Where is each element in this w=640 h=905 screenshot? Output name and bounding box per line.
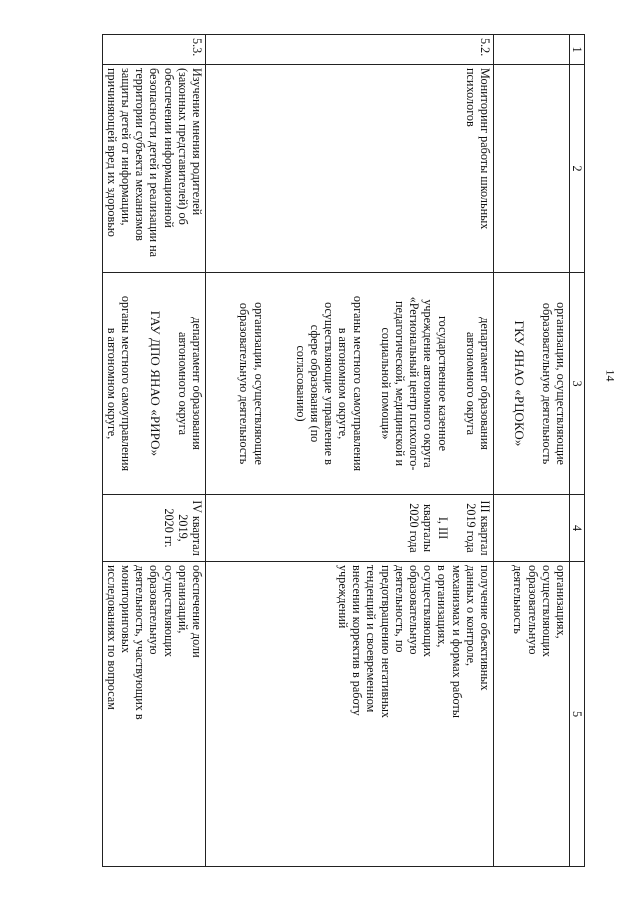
table-row: [103, 35, 206, 867]
result-line: исследованиях по вопросам: [104, 565, 119, 710]
row-executors: [494, 273, 570, 495]
result-line: в организациях,: [435, 565, 450, 648]
executor-line: органы местного самоуправления: [350, 295, 365, 472]
result-line: образовательную: [525, 565, 540, 655]
table-row: [206, 35, 494, 867]
result-line: обеспечение доли: [190, 565, 204, 658]
executor-line: департамент образования: [190, 317, 204, 450]
title-line: обеспечении информационной: [161, 68, 176, 228]
executor-line: ГКУ ЯНАО «РЦОКО»: [511, 320, 527, 447]
title-line: психологов: [463, 68, 478, 127]
executor-line: согласованию): [293, 345, 308, 422]
row-result: [103, 562, 206, 867]
header-row: [570, 35, 585, 867]
result-line: деятельность, по: [392, 565, 407, 653]
header-col-3: 3: [570, 273, 585, 495]
result-line: организациях,: [554, 565, 568, 639]
executor-line: автономного округа: [175, 331, 190, 436]
result-line: деятельность: [511, 565, 526, 634]
term-line: 2019 года: [463, 503, 478, 553]
term-line: IV квартал: [190, 500, 204, 556]
term-line: 2019,: [175, 514, 190, 542]
row-title: [206, 65, 494, 273]
title-line: причиняющей вред их здоровью: [104, 68, 119, 237]
row-number: 5.3.: [103, 35, 206, 65]
term-line: кварталы: [421, 503, 436, 553]
row-number: 5.2.: [206, 35, 494, 65]
executor-line: образовательную деятельность: [237, 302, 252, 465]
row-title: [103, 65, 206, 273]
result-line: осуществляющих: [161, 565, 176, 657]
result-line: внесении корректив в работу: [350, 565, 365, 716]
title-line: Изучение мнения родителей: [190, 68, 204, 216]
executor-line: учреждение автономного округа: [421, 299, 436, 468]
executor-line: образовательную деятельность: [539, 302, 554, 465]
title-line: (законных представителей) об: [175, 68, 190, 225]
row-executors: [103, 273, 206, 495]
row-result: [206, 562, 494, 867]
executor-line: «Региональный центр психолого-: [407, 296, 422, 471]
executor-line: педагогической, медицинской и: [392, 300, 407, 467]
executor-line: в автономном округе,: [105, 327, 120, 440]
plan-table: [102, 34, 585, 867]
result-line: деятельность, участвующих в: [133, 565, 148, 720]
row-executors: [206, 273, 494, 495]
title-line: безопасности детей и реализации на: [147, 68, 162, 258]
row-title: [494, 65, 570, 273]
title-line: Мониторинг работы школьных: [478, 68, 492, 230]
term-line: 2020 гг.: [161, 508, 176, 548]
row-result: [494, 562, 570, 867]
term-line: 2020 года: [407, 503, 422, 553]
executor-line: социальной помощи»: [378, 327, 393, 440]
title-line: территории субъекта механизмов: [133, 68, 148, 241]
executor-line: в автономном округе,: [336, 327, 351, 440]
executor-line: департамент образования: [478, 317, 492, 450]
header-col-4: 4: [570, 495, 585, 562]
executor-line: организации, осуществляющие: [554, 302, 568, 465]
header-col-5: 5: [570, 562, 585, 867]
result-line: образовательную: [406, 565, 421, 655]
executor-line: организации, осуществляющие: [251, 302, 266, 465]
result-line: получение объективных: [478, 565, 492, 691]
result-line: учреждений: [335, 565, 350, 629]
table-row: [494, 35, 570, 867]
result-line: предотвращению негативных: [378, 565, 393, 719]
page-number: 14: [603, 369, 618, 382]
rotated-page: [104, 34, 585, 866]
result-line: организаций,: [175, 565, 190, 634]
executor-line: сфере образования (по: [307, 324, 322, 443]
term-line: I, III: [435, 516, 450, 540]
row-number: [494, 35, 570, 65]
header-col-1: 1: [570, 35, 585, 65]
result-line: тенденций и своевременном: [364, 565, 379, 713]
result-line: образовательную: [147, 565, 162, 655]
title-line: защиты детей от информации,: [118, 68, 133, 226]
result-line: данных о контроле,: [463, 565, 478, 667]
term-line: III квартал: [478, 500, 492, 556]
result-line: механизмах и формах работы: [449, 565, 464, 718]
result-line: мониторинговых: [118, 565, 133, 654]
result-line: осуществляющих: [539, 565, 554, 657]
result-line: осуществляющих: [421, 565, 436, 657]
executor-line: органы местного самоуправления: [119, 295, 134, 472]
executor-line: ГАУ ДПО ЯНАО «РИРО»: [147, 310, 163, 457]
executor-line: осуществляющие управление в: [322, 302, 337, 465]
executor-line: государственное казенное: [435, 315, 450, 451]
header-col-2: 2: [570, 65, 585, 273]
row-terms: [494, 495, 570, 562]
row-terms: [206, 495, 494, 562]
executor-line: автономного округа: [463, 331, 478, 436]
row-terms: [103, 495, 206, 562]
